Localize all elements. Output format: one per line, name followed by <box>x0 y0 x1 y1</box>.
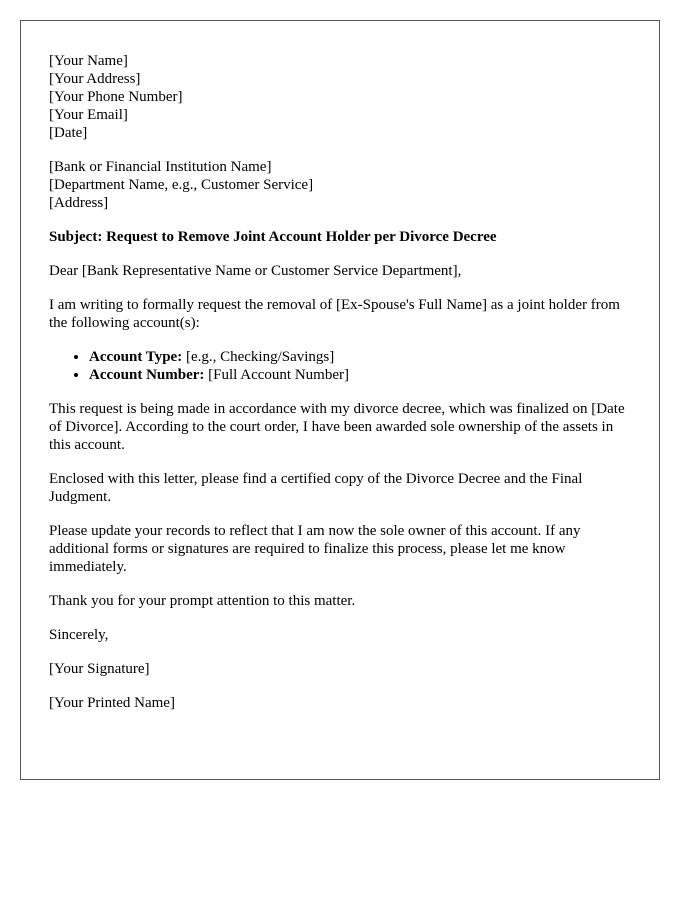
recipient-department: [Department Name, e.g., Customer Service] <box>49 177 314 193</box>
list-item-account-number <box>89 366 631 384</box>
sender-email: [Your Email] <box>49 107 128 123</box>
list-item-account-type <box>89 348 631 366</box>
account-number-label: Account Number: <box>89 367 205 383</box>
body-paragraph-thanks: Thank you for your prompt attention to this matter. <box>49 593 356 609</box>
signature-placeholder: [Your Signature] <box>49 661 150 677</box>
body-paragraph-request: I am writing to formally request the removal of [Ex-Spouse's Full Name] as a joint holder from the following account(s): <box>49 297 620 331</box>
body-paragraph-decree: This request is being made in accordance with my divorce decree, which was finalized on [Date of Divorce]. According to the court order, I have been awarded sole ownership of the assets in this account. <box>49 401 625 453</box>
printed-name: [Your Printed Name] <box>49 695 175 711</box>
letter-page <box>20 20 660 780</box>
sender-address-block <box>49 52 631 142</box>
recipient-institution: [Bank or Financial Institution Name] <box>49 159 272 175</box>
sender-name: [Your Name] <box>49 53 128 69</box>
account-number-value: [Full Account Number] <box>204 367 349 383</box>
body-paragraph-update: Please update your records to reflect that I am now the sole owner of this account. If any additional forms or signatures are required to finalize this process, please let me know immediately. <box>49 523 581 575</box>
account-type-label: Account Type: <box>89 349 183 365</box>
sender-address: [Your Address] <box>49 71 141 87</box>
account-type-value: [e.g., Checking/Savings] <box>182 349 335 365</box>
salutation: Dear [Bank Representative Name or Customer Service Department], <box>49 263 462 279</box>
closing: Sincerely, <box>49 627 109 643</box>
subject-line: Subject: Request to Remove Joint Account Holder per Divorce Decree <box>49 229 497 245</box>
sender-phone: [Your Phone Number] <box>49 89 183 105</box>
body-paragraph-enclosure: Enclosed with this letter, please find a certified copy of the Divorce Decree and the Final Judgment. <box>49 471 583 505</box>
account-details-list <box>49 348 631 384</box>
letter-date: [Date] <box>49 125 88 141</box>
recipient-address-block <box>49 158 631 212</box>
recipient-address: [Address] <box>49 195 109 211</box>
